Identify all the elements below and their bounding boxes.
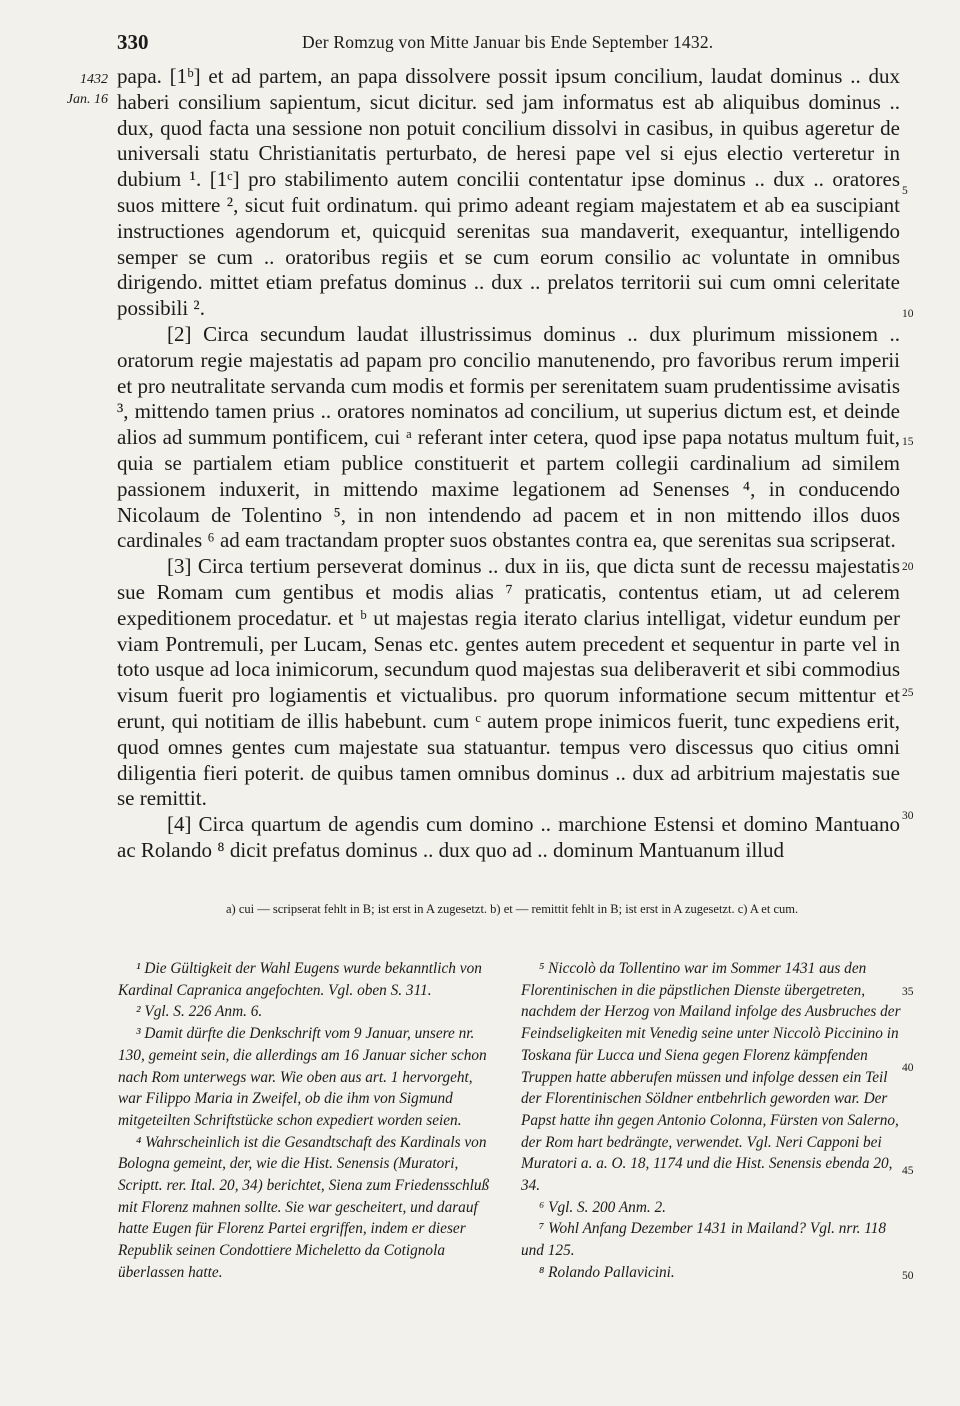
margin-day: Jan. 16 [66,92,108,107]
line-number: 30 [902,810,914,822]
footnote: ⁴ Wahrscheinlich ist die Gesandtschaft des Kardinals von Bologna gemeint, der, wie die Hist. Senensis (Muratori, Scriptt. rer. Ital. 20, 34) berichtet, Siena zum Friedensschluß mit Florenz mahnen sollte. Sie war gescheitert, und darauf hatte Eugen für Florenz Partei ergriffen, indem er dieser Republik seinen Condottiere Micheletto da Cotignola überlassen hatte. [118,1133,490,1281]
footnote: ¹ Die Gültigkeit der Wahl Eugens wurde bekanntlich von Kardinal Capranica angefochten. Vgl. oben S. 311. [118,960,482,999]
paragraph: papa. [1ᵇ] et ad partem, an papa dissolvere possit ipsum concilium, laudat dominus .. dux haberi consilium sapientum, sicut dicitur. sed jam informatus est ab aliquibus dominus .. dux, quod facta una sessione non potuit concilium dissolvi in casibus, in quibus ageretur de universali statu Christianitatis perturbato, de heresi pape vel si ejus electio verteretur in dubium ¹. [1ᶜ] pro stabilimento autem concilii contentatur ipse dominus .. dux .. oratores suos mittere ², sicut fuit ordinatum. qui primo adeant regiam majestatem et ab ea suscipiant instructiones agendorum et, quicquid serenitas sua mandaverit, exequantur, intelligendo semper se cum .. oratoribus regiis et se cum eorum consilio ac voluntate in omnibus dirigendo. mittet etiam prefatus dominus .. dux .. prelatos territorii sui cum omni celeritate possibili ². [117,64,900,321]
page-number: 330 [117,30,149,54]
line-number: 35 [902,986,914,998]
line-number: 50 [902,1270,914,1282]
footnote: ² Vgl. S. 226 Anm. 6. [136,1003,263,1021]
footnote: ⁷ Wohl Anfang Dezember 1431 in Mailand? Vgl. nrr. 118 und 125. [521,1220,887,1260]
line-number: 45 [902,1165,914,1177]
running-head: Der Romzug von Mitte Januar bis Ende September 1432. [302,32,714,52]
main-text [117,64,900,864]
paragraph: [3] Circa tertium perseverat dominus .. dux in iis, que dicta sunt de recessu majestatis sue Romam cum gentibus et modis alias ⁷ praticatis, contentus etiam, ut ad celerem expeditionem procedatur. et ᵇ ut majestas regia iterato clarius intelligat, videtur eundum per viam Pontremuli, per Lucam, Senas etc. gentes autem precedent et sequentur in parte vel in toto usque ad loca inimicorum, secundum quod majestas sua deliberaverit et sibi commodius visum fuerit pro logiamentis et victualibus. pro quorum informatione secum mittentur et erunt, qui notitiam de illis habebunt. cum ᶜ autem prope inimicos fuerit, tunc expediens erit, quod omnes gentes cum majestate sua statuantur. tempus vero discessus quo citius omni diligentia fieri poterit. de quibus tamen omnibus dominus .. dux ad arbitrium majestatis sue se remittit. [117,554,900,811]
paragraph: [2] Circa secundum laudat illustrissimus dominus .. dux plurimum missionem .. oratorum regie majestatis ad papam pro concilio manutenendo, pro favoribus rerum imperii et pro neutralitate servanda cum modis et formis per serenitatem suam prudentissime avisatis ³, mittendo tamen prius .. oratores nominatos ad concilium, ut superius dictum est, et deinde alios ad summum pontificem, cui ᵃ referant inter cetera, quod ipse papa notatus multum fuit, quia se partialem etiam publice constituerit et partem collegii cardinalium ad similem passionem induxerit, in mittendo maxime legationem ad Senenses ⁴, in conducendo Nicolaum de Tolentino ⁵, in non intendendo ad pacem et in non mittendo illos duos cardinales ⁶ ad eam tractandam propter suos obstantes contra ea, que serenitas sua scripserat. [117,321,900,553]
critical-apparatus: a) cui — scripserat fehlt in B; ist erst in A zugesetzt. b) et — remittit fehlt in B; ist erst in A zugesetzt. c) A et cum. [226,902,799,916]
paragraph: [4] Circa quartum de agendis cum domino .. marchione Estensi et domino Mantuano ac Rolando ⁸ dicit prefatus dominus .. dux quo ad .. dominum Mantuanum illud [117,812,900,862]
footnote: ³ Damit dürfte die Denkschrift vom 9 Januar, unsere nr. 130, gemeint sein, die allerdings am 16 Januar sicher schon nach Rom unterwegs war. Wie oben aus art. 1 hervorgeht, war Filippo Maria in Zweifel, ob die ihm von Sigmund mitgeteilten Schriftstücke schon expediert worden seien. [118,1025,487,1129]
margin-date [58,70,108,110]
margin-year: 1432 [80,72,108,87]
footnotes-right-column [521,958,907,1284]
line-number: 25 [902,687,914,699]
footnote: ⁶ Vgl. S. 200 Anm. 2. [539,1198,666,1216]
page-header [117,30,917,56]
footnote: ⁸ Rolando Pallavicini. [539,1263,675,1281]
footnotes-left-column [118,958,498,1284]
line-number: 20 [902,561,914,573]
footnote: ⁵ Niccolò da Tollentino war im Sommer 1431 aus den Florentinischen in die päpstlichen Dienste übergetreten, nachdem der Herzog von Mailand infolge des Ausbruches der Feindseligkeiten mit Venedig seine unter Niccolò Piccinino in Toskana für Lucca und Siena gegen Florenz kämpfenden Truppen hatte abberufen müssen und infolge dessen ein Teil der Florentinischen Söldner entbehrlich geworden war. Der Papst hatte ihn gegen Antonio Colonna, Fürsten von Salerno, der Rom hart bedrängte, verwendet. Vgl. Neri Capponi bei Muratori a. a. O. 18, 1174 und die Hist. Senensis ebenda 20, 34. [521,960,901,1195]
line-number: 5 [902,185,908,197]
line-number: 40 [902,1062,914,1074]
line-number: 10 [902,308,914,320]
line-number: 15 [902,436,914,448]
